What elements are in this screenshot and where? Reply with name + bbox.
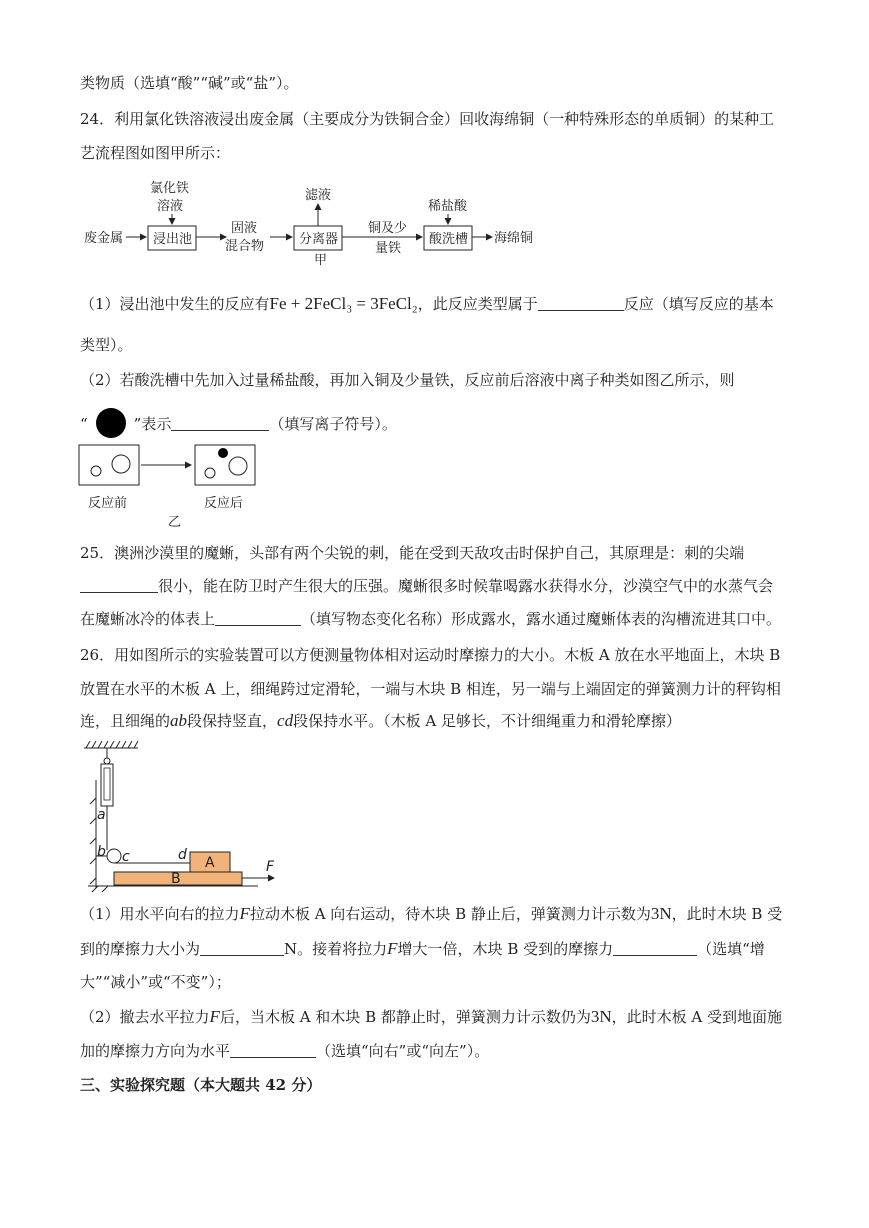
- q26-p2-b: 后，当木板 A 和木块 B 都静止时，弹簧测力计示数仍为: [219, 1008, 591, 1026]
- label-F: F: [266, 859, 275, 875]
- flow-input: 废金属: [84, 231, 124, 246]
- flow-box1-label: 浸出池: [153, 232, 193, 247]
- q23-tail: 类物质（选填“酸”“碱”或“盐”）。: [80, 74, 299, 92]
- force-F-1: F: [239, 904, 250, 923]
- q26-p1-c: ，此时木块 B 受: [671, 905, 783, 923]
- label-before: 反应前: [88, 496, 128, 511]
- q25-line1: 25．澳洲沙漠里的魔蜥，头部有两个尖锐的刺，能在受到天敌攻击时保护自己，其原理是：刺的尖端: [80, 544, 745, 562]
- q26-p2-c: ，此时木板 A 受到地面施: [611, 1008, 783, 1026]
- q26-p1-line2-c: 增大一倍，木块 B 受到的摩擦力: [397, 940, 614, 958]
- answer-blank-area[interactable]: [80, 578, 158, 593]
- answer-blank-friction-change[interactable]: [613, 941, 697, 956]
- label-b: b: [97, 844, 106, 860]
- q26-line3: [80, 711, 681, 731]
- q24-p1-line2: 类型）。: [80, 336, 133, 354]
- friction-apparatus-figure: [78, 738, 288, 896]
- flow-reagent2: 稀盐酸: [428, 199, 468, 214]
- caption-yi: 乙: [168, 515, 182, 530]
- q25-line3-b: （填写物态变化名称）形成露水，露水通过魔蜥体表的沟槽流进其口中。: [301, 610, 782, 628]
- label-c: c: [122, 849, 130, 865]
- q24-p2-line2: [80, 408, 397, 438]
- q26-p1-line3: 大”“减小”或“不变”）；: [80, 973, 231, 991]
- label-A: A: [205, 855, 215, 871]
- q26-p2-line2-a: 加的摩擦力方向为水平: [80, 1042, 231, 1060]
- q26-line3-b: 段保持竖直，: [187, 712, 278, 730]
- q26-line2: 放置在水平的木板 A 上，细绳跨过定滑轮，一端与木块 B 相连，另一端与上端固定的弹簧测力计的秤钩相: [80, 680, 781, 698]
- answer-blank-direction[interactable]: [230, 1043, 316, 1058]
- flow-box2-label: 分离器: [299, 232, 339, 247]
- q25-line2: [80, 576, 773, 596]
- q26-p1-line2-a: 到的摩擦力大小为: [80, 940, 201, 958]
- force-F-3: F: [209, 1007, 220, 1026]
- q26-p1-line1: [80, 904, 782, 924]
- q25-line3-a: 在魔蜥冰冷的体表上: [80, 610, 216, 628]
- q25-line2-text: 很小，能在防卫时产生很大的压强。魔蜥很多时候靠喝露水获得水分，沙漠空气中的水蒸气会: [158, 577, 774, 595]
- answer-blank-friction-size[interactable]: [200, 941, 284, 956]
- label-after: 反应后: [204, 496, 244, 511]
- flow-diagram-jia: [78, 176, 548, 268]
- q24-p1-text-b: ，此反应类型属于: [417, 295, 538, 313]
- flow-reagent1-line2: 溶液: [157, 199, 184, 214]
- answer-blank-ion-symbol[interactable]: [171, 416, 269, 431]
- flow-output: 海绵铜: [494, 231, 534, 246]
- q26-line1: 26．用如图所示的实验装置可以方便测量物体相对运动时摩擦力的大小。木板 A 放在水平地面上，木块 B: [80, 646, 781, 664]
- flow-box3-label: 酸洗槽: [429, 232, 469, 247]
- q24-p1: [80, 294, 774, 314]
- segment-cd: cd: [277, 711, 294, 730]
- q24-line2: 艺流程图如图甲所示：: [80, 144, 231, 162]
- label-d: d: [178, 847, 187, 863]
- q24-p1-text-a: （1）浸出池中发生的反应有: [80, 295, 270, 313]
- q26-p2-line2-b: （选填“向右”或“向左”）。: [316, 1042, 490, 1060]
- answer-blank-phase-change[interactable]: [215, 611, 301, 626]
- flow-mix-line2: 混合物: [225, 239, 265, 254]
- answer-blank-reaction-type[interactable]: [538, 296, 624, 311]
- flow-reagent1-line1: 氯化铁: [150, 181, 190, 196]
- q26-p1-line2: [80, 939, 765, 959]
- flow-caption-jia: 甲: [314, 253, 328, 268]
- q24-p1-text-c: 反应（填写反应的基本: [623, 295, 774, 313]
- value-3N-1: 3N: [650, 904, 672, 923]
- q26-line3-c: 段保持水平。（木板 A 足够长，不计细绳重力和滑轮摩擦）: [293, 712, 681, 730]
- quote-close-text: ”表示: [133, 415, 172, 433]
- q26-p1-b: 拉动木板 A 向右运动，待木块 B 静止后，弹簧测力计示数为: [249, 905, 651, 923]
- q24-p2-tail: （填写离子符号）。: [269, 415, 397, 433]
- q24-p1-equation: Fe + 2FeCl₃ = 3FeCl₂: [269, 294, 418, 313]
- q25-line3: [80, 609, 781, 629]
- q26-p2-line1: [80, 1007, 782, 1027]
- ion-diagram-yi: [78, 440, 268, 530]
- value-3N-2: 3N: [590, 1007, 612, 1026]
- q26-p2-line2: [80, 1041, 489, 1061]
- section-3-heading: 三、实验探究题（本大题共 42 分）: [80, 1076, 322, 1094]
- q26-line3-a: 连，且细绳的: [80, 712, 171, 730]
- flow-mid-line1: 铜及少: [368, 221, 408, 236]
- q26-p1-a: （1）用水平向右的拉力: [80, 905, 240, 923]
- segment-ab: ab: [170, 711, 188, 730]
- q24-line1: 24．利用氯化铁溶液浸出废金属（主要成分为铁铜合金）回收海绵铜（一种特殊形态的单质铜）的某种工: [80, 110, 775, 128]
- q26-p1-line2-b: N。接着将拉力: [284, 940, 388, 958]
- flow-mix-line1: 固液: [231, 221, 258, 236]
- quote-open: “: [80, 415, 88, 433]
- label-B: B: [171, 871, 181, 887]
- black-ion-symbol-icon: [96, 408, 126, 438]
- flow-filtrate: 滤液: [305, 188, 332, 203]
- label-a: a: [97, 807, 106, 823]
- q26-p2-a: （2）撤去水平拉力: [80, 1008, 210, 1026]
- q26-p1-line2-d: （选填“增: [697, 940, 765, 958]
- flow-mid-line2: 量铁: [375, 241, 402, 256]
- force-F-2: F: [387, 939, 398, 958]
- q24-p2-line1: （2）若酸洗槽中先加入过量稀盐酸，再加入铜及少量铁，反应前后溶液中离子种类如图乙所示，则: [80, 371, 735, 389]
